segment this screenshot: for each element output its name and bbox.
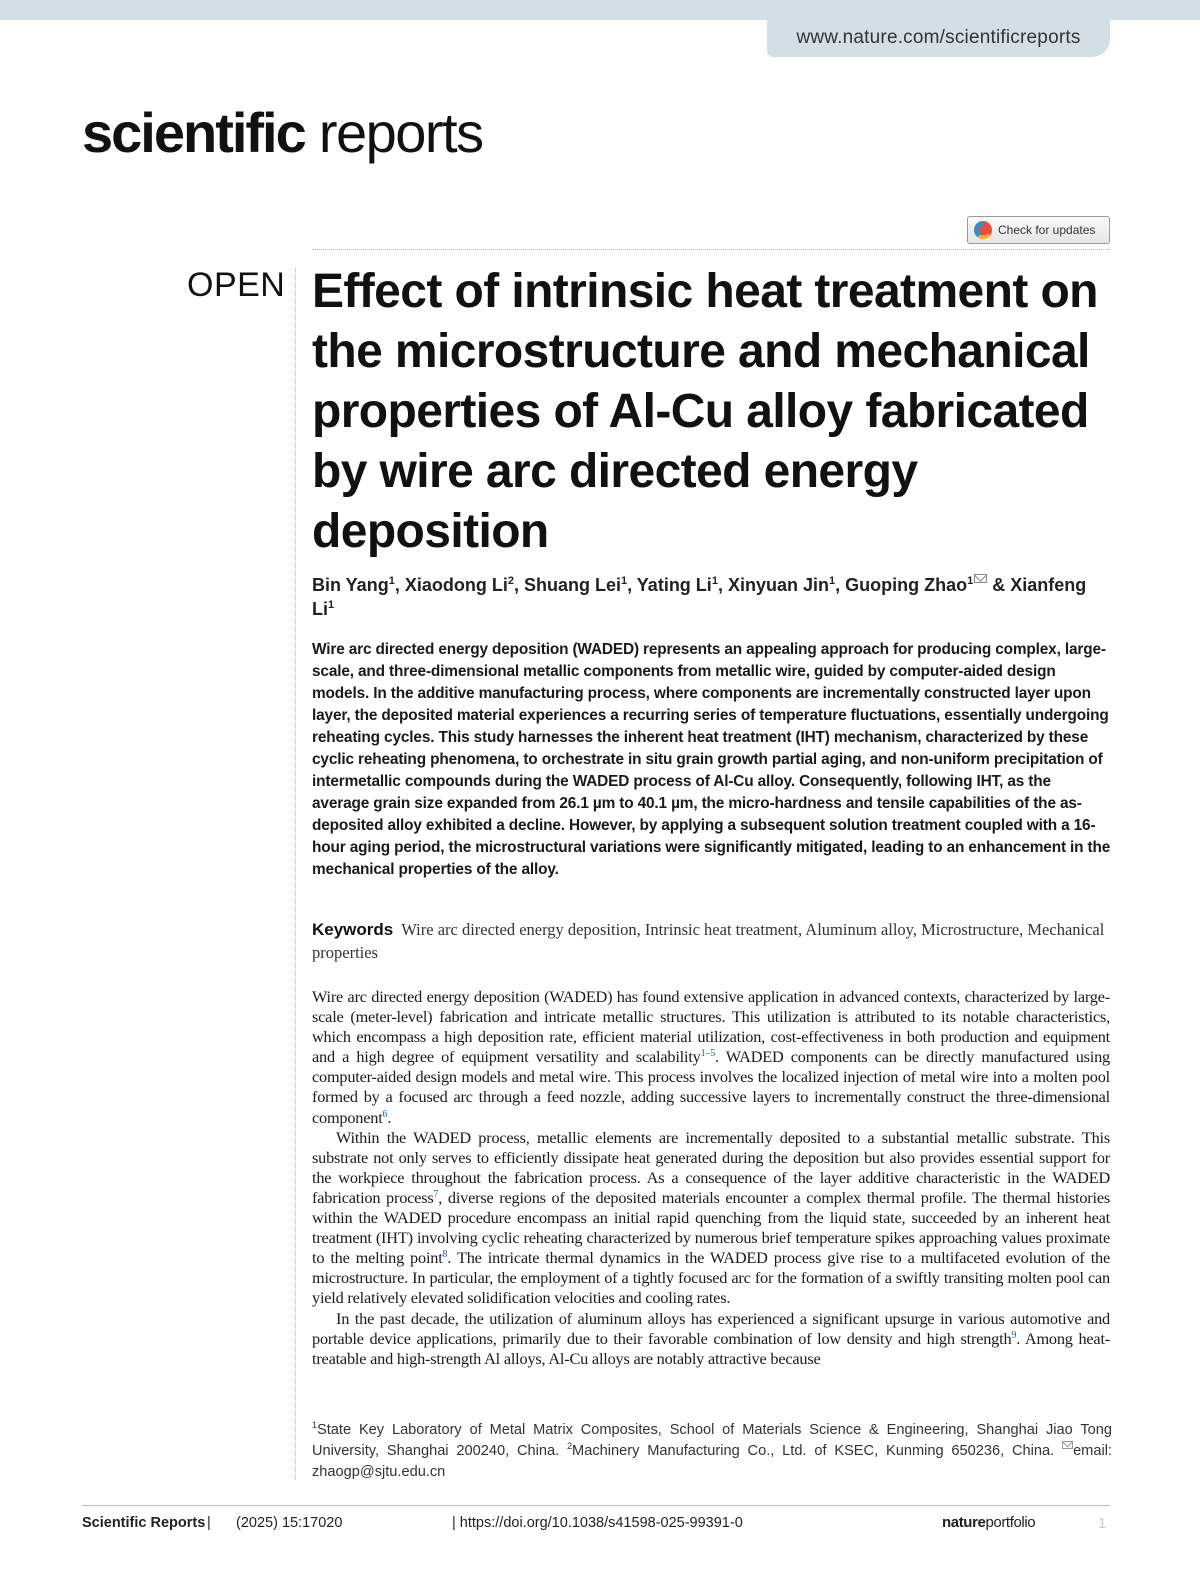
journal-logo[interactable] <box>82 100 483 166</box>
footer-doi-link[interactable]: | https://doi.org/10.1038/s41598-025-99391-0 <box>452 1515 743 1531</box>
citation-link[interactable]: 6 <box>382 1108 388 1120</box>
body-paragraph: Wire arc directed energy deposition (WADED) has found extensive application in advanced contexts, characterized by large-scale (meter-level) fabrication and intricate metallic structures. This utilization is attributed to its notable characteristics, which encompass a high deposition rate, efficient material utilization, cost-effectiveness in both production and equipment and a high degree of equipment versatility and scalability$^{1-5}$. WADED components can be directly manufactured using computer-aided design models and metal wire. This process involves the localized injection of metal wire into a molten pool formed by a focused arc through a feed nozzle, adding successive layers to incrementally construct the three-dimensional component$^6$. <box>312 987 1110 1127</box>
body-paragraph: In the past decade, the utilization of aluminum alloys has experienced a significant upsurge in various automotive and portable device applications, primarily due to their favorable combination of low density and high strength$^9$. Among heat-treatable and high-strength Al alloys, Al-Cu alloys are notably attractive because <box>312 1308 1110 1368</box>
body-text <box>312 987 1110 1369</box>
top-banner <box>0 0 1200 20</box>
author-name[interactable]: Yating Li <box>636 575 712 595</box>
citation-link[interactable]: 8 <box>442 1249 448 1261</box>
footer-journal: Scientific Reports <box>82 1515 206 1531</box>
author-name[interactable]: Xianfeng Li <box>312 575 1087 619</box>
author-name[interactable]: Xinyuan Jin <box>727 575 829 595</box>
author-separator: & <box>987 575 1011 595</box>
open-access-label: OPEN <box>187 266 286 304</box>
envelope-icon[interactable] <box>974 574 987 583</box>
affiliations <box>312 1420 1112 1483</box>
author-affiliation-mark: 1 <box>967 575 974 587</box>
nature-portfolio-logo[interactable] <box>942 1514 1035 1531</box>
brand-rest: portfolio <box>985 1514 1036 1531</box>
author-affiliation-mark: 2 <box>507 575 514 587</box>
author-name[interactable]: Guoping Zhao <box>845 575 968 595</box>
journal-url[interactable]: www.nature.com/scientificreports <box>767 19 1110 57</box>
keywords <box>312 918 1112 964</box>
author-separator: , <box>717 575 728 595</box>
body-paragraph: Within the WADED process, metallic elements are incrementally deposited to a substantial metallic substrate. This substrate not only serves to efficiently dissipate heat generated during the deposition but also provides essential support for the workpiece throughout the fabrication process. As a consequence of the layer additive characteristic in the WADED fabrication process$^7$, diverse regions of the deposited materials encounter a complex thermal profile. The thermal histories within the WADED procedure encompass an initial rapid quenching from the liquid state, succeeded by an inherent heat treatment (IHT) involving cyclic reheating characterized by numerous brief temperature spikes approaching values proximate to the melting point$^8$. The intricate thermal dynamics in the WADED process give rise to a multifaceted evolution of the microstructure. In particular, the employment of a tightly focused arc for the formation of a swiftly transiting molten pool can yield relatively elevated solidification velocities and cooling rates. <box>312 1127 1110 1308</box>
keywords-list: Wire arc directed energy deposition, Intrinsic heat treatment, Aluminum alloy, Microstructure, Mechanical properties <box>312 920 1105 962</box>
crossmark-icon <box>974 221 992 239</box>
author-affiliation-mark: 1 <box>328 599 335 611</box>
author-affiliation-mark: 1 <box>828 575 836 587</box>
brand-bold: nature <box>942 1514 986 1531</box>
author-affiliation-mark: 1 <box>711 575 718 587</box>
page-footer <box>82 1515 1112 1537</box>
check-for-updates-button[interactable] <box>967 216 1110 244</box>
affiliation-1: State Key Laboratory of Metal Matrix Composites, School of Materials Science & Engineering, Shanghai Jiao Tong University, Shanghai 200240, China. <box>312 1422 1112 1459</box>
author-name[interactable]: Bin Yang <box>312 575 389 595</box>
citation-link[interactable]: 1–5 <box>700 1048 715 1060</box>
keywords-label: Keywords <box>312 920 394 939</box>
envelope-icon <box>1062 1441 1073 1449</box>
article-title: Effect of intrinsic heat treatment on the microstructure and mechanical properties of Al-Cu alloy fabricated by wire arc directed energy deposition <box>312 265 1098 558</box>
affiliation-mark-1: 1 <box>312 1420 318 1430</box>
author-separator: , <box>394 575 405 595</box>
footer-divider <box>82 1505 1110 1506</box>
journal-logo-word-1: scientific <box>82 101 305 164</box>
check-for-updates-label: Check for updates <box>998 223 1096 237</box>
author-affiliation-mark: 1 <box>620 575 628 587</box>
corresponding-email[interactable]: email: zhaogp@sjtu.edu.cn <box>312 1443 1112 1480</box>
author-name[interactable]: Shuang Lei <box>523 575 621 595</box>
citation-link[interactable]: 9 <box>1011 1329 1017 1341</box>
abstract: Wire arc directed energy deposition (WADED) represents an appealing approach for producing complex, large-scale, and three-dimensional metallic components from metallic wire, guided by computer-aided design models. In the additive manufacturing process, where components are incrementally constructed layer upon layer, the deposited material experiences a recurring series of temperature fluctuations, essentially undergoing reheating cycles. This study harnesses the inherent heat treatment (IHT) mechanism, characterized by these cyclic reheating phenomena, to orchestrate in situ grain growth partial aging, and non-uniform precipitation of intermetallic compounds during the WADED process of Al-Cu alloy. Consequently, following IHT, as the average grain size expanded from 26.1 µm to 40.1 µm, the micro-hardness and tensile capabilities of the as-deposited alloy exhibited a decline. However, by applying a subsequent solution treatment coupled with a 16-hour aging period, the microstructural variations were significantly mitigated, leading to an enhancement in the mechanical properties of the alloy. <box>312 641 1111 878</box>
author-separator: , <box>513 575 524 595</box>
header-divider <box>312 249 1110 250</box>
footer-separator: | <box>207 1515 211 1531</box>
author-separator: , <box>627 575 637 595</box>
citation-link[interactable]: 7 <box>433 1188 439 1200</box>
page-number: 1 <box>1098 1515 1107 1532</box>
author-separator: , <box>835 575 846 595</box>
journal-logo-word-2: reports <box>318 101 483 164</box>
author-list <box>312 573 1112 621</box>
affiliation-2: Machinery Manufacturing Co., Ltd. of KSEC, Kunming 650236, China. <box>572 1443 1063 1459</box>
footer-volume: (2025) 15:17020 <box>236 1515 343 1531</box>
affiliation-mark-2: 2 <box>567 1441 573 1451</box>
author-name[interactable]: Xiaodong Li <box>404 575 508 595</box>
author-affiliation-mark: 1 <box>388 575 395 587</box>
margin-divider <box>295 268 296 1480</box>
